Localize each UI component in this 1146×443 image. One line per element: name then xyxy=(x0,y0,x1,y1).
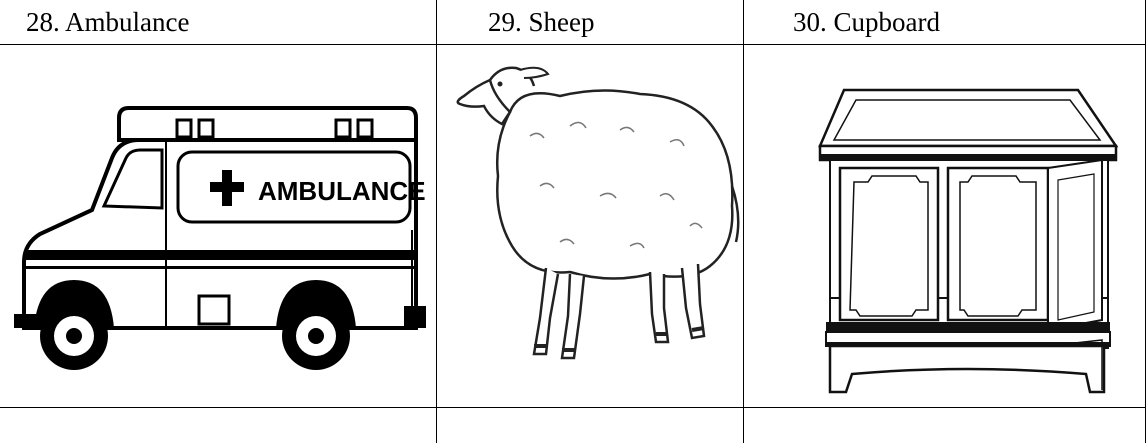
answer-cell-sheep[interactable] xyxy=(437,408,743,443)
column-label-ambulance: 28. Ambulance xyxy=(26,7,190,37)
ambulance-lettering: AMBULANCE xyxy=(258,176,426,206)
sheep-drawing xyxy=(450,46,740,368)
cupboard-drawing xyxy=(816,84,1122,398)
table-rule xyxy=(436,0,437,443)
table-rule xyxy=(0,44,1146,45)
column-label-cupboard: 30. Cupboard xyxy=(793,7,940,37)
column-label-sheep: 29. Sheep xyxy=(488,7,595,37)
answer-cell-cupboard[interactable] xyxy=(744,408,1145,443)
answer-cell-ambulance[interactable] xyxy=(0,408,436,443)
ambulance-drawing xyxy=(14,100,436,378)
table-rule xyxy=(743,0,744,443)
